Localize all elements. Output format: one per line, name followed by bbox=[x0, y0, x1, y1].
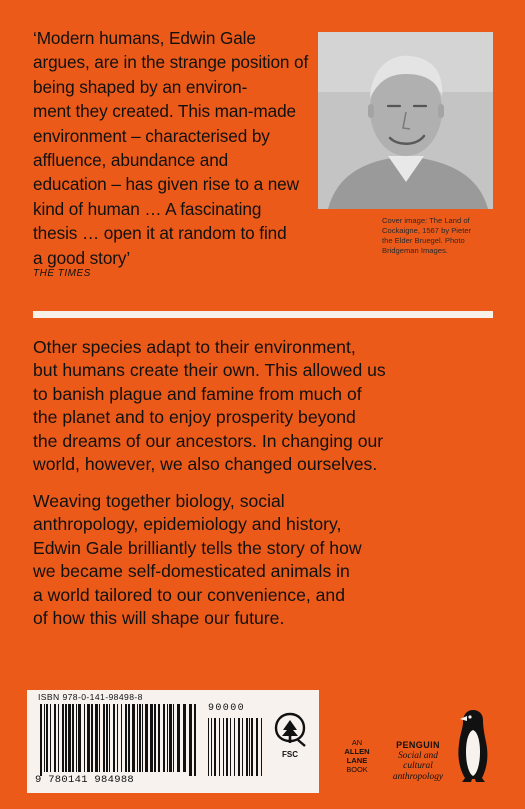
barcode-addon-bar bbox=[226, 718, 228, 776]
barcode-addon-bar bbox=[238, 718, 240, 776]
barcode-bar bbox=[132, 704, 135, 772]
barcode-bar bbox=[72, 704, 74, 772]
barcode-bar bbox=[106, 704, 108, 772]
barcode-bar bbox=[128, 704, 130, 772]
series-line-2: anthropology bbox=[392, 771, 444, 782]
barcode-addon-bar bbox=[251, 718, 253, 776]
barcode-addon-bar bbox=[214, 718, 216, 776]
barcode-addon-bar bbox=[242, 718, 243, 776]
barcode-bar bbox=[158, 704, 160, 772]
blurb-line: Other species adapt to their environment, bbox=[33, 337, 356, 357]
caption-line: the Elder Bruegel. Photo bbox=[382, 236, 465, 245]
quote-line: argues, are in the strange position of bbox=[33, 52, 309, 73]
barcode-bar bbox=[117, 704, 118, 772]
barcode-bar bbox=[121, 704, 122, 772]
blurb-paragraph-2 bbox=[33, 490, 498, 630]
imprint-book: BOOK bbox=[346, 765, 368, 774]
imprint-allen: ALLEN bbox=[344, 747, 370, 756]
barcode-bar bbox=[113, 704, 115, 772]
fsc-label: FSC bbox=[282, 750, 298, 759]
barcode-bar bbox=[163, 704, 165, 772]
quote-line: ment they created. This man-made bbox=[33, 101, 297, 122]
blurb-line: Weaving together biology, social bbox=[33, 491, 285, 511]
blurb-line: world, however, we also changed ourselves. bbox=[33, 454, 378, 475]
barcode-bar bbox=[150, 704, 153, 772]
barcode-bar bbox=[95, 704, 98, 772]
barcode-bar bbox=[177, 704, 180, 772]
barcode-bar bbox=[68, 704, 71, 772]
barcode-bar bbox=[173, 704, 174, 772]
quote-line: a good story’ bbox=[33, 247, 131, 268]
barcode-addon-bar bbox=[211, 718, 212, 776]
blurb-line: a world tailored to our convenience, and bbox=[33, 584, 345, 605]
isbn-label: ISBN 978-0-141-98498-8 bbox=[38, 692, 143, 702]
barcode-bar bbox=[62, 704, 64, 772]
blurb-line: the dreams of our ancestors. In changing our bbox=[33, 430, 384, 451]
barcode-bar bbox=[44, 704, 45, 772]
caption-line: Cockaigne, 1567 by Pieter bbox=[382, 226, 472, 235]
quote-line: kind of human … A fascinating bbox=[33, 198, 262, 219]
caption-line: Cover image: The Land of bbox=[382, 216, 470, 225]
barcode-bar bbox=[78, 704, 81, 772]
penguin-logo-icon bbox=[456, 708, 490, 784]
blurb-line: we became self-domesticated animals in bbox=[33, 561, 350, 582]
quote-line: education – has given rise to a new bbox=[33, 174, 299, 195]
barcode-bar bbox=[91, 704, 93, 772]
imprint-lane: LANE bbox=[346, 756, 368, 765]
blurb-line: to banish plague and famine from much of bbox=[33, 383, 362, 404]
imprint-an: AN bbox=[351, 738, 363, 747]
barcode-addon-bar bbox=[223, 718, 224, 776]
barcode-bar bbox=[99, 704, 100, 772]
cover-image-caption bbox=[382, 216, 497, 256]
barcode-bar bbox=[65, 704, 67, 772]
barcode-bar bbox=[167, 704, 168, 772]
allen-lane-imprint bbox=[338, 738, 376, 774]
quote-line: environment – characterised by bbox=[33, 125, 270, 146]
blurb-line: anthropology, epidemiology and history, bbox=[33, 514, 342, 535]
barcode-bar bbox=[103, 704, 105, 772]
barcode-bar bbox=[154, 704, 156, 772]
series-line-1: Social and cultural bbox=[398, 750, 438, 771]
blurb-line: the planet and to enjoy prosperity beyond bbox=[33, 407, 356, 428]
barcode-bar bbox=[50, 704, 51, 772]
blurb-line: Edwin Gale brilliantly tells the story of how bbox=[33, 537, 362, 558]
barcode-bar bbox=[139, 704, 141, 772]
barcode-bar bbox=[54, 704, 56, 772]
blurb-line: but humans create their own. This allowed us bbox=[33, 360, 386, 381]
barcode-addon-bar bbox=[234, 718, 235, 776]
barcode-bar bbox=[169, 704, 172, 772]
barcode-addon-bar bbox=[246, 718, 248, 776]
blurb-paragraph-1 bbox=[33, 336, 498, 476]
barcode-bar bbox=[183, 704, 186, 772]
caption-line: Bridgeman Images. bbox=[382, 246, 448, 255]
barcode-bar bbox=[46, 704, 48, 772]
barcode-bar bbox=[189, 704, 192, 776]
barcode-bar bbox=[87, 704, 90, 772]
review-quote bbox=[33, 26, 318, 270]
author-portrait bbox=[318, 32, 493, 209]
quote-line: ‘Modern humans, Edwin Gale bbox=[33, 28, 256, 48]
quote-line: affluence, abundance and bbox=[33, 150, 229, 171]
barcode-addon-bar bbox=[249, 718, 250, 776]
barcode-addon-bar bbox=[219, 718, 220, 776]
barcode-panel bbox=[27, 690, 319, 793]
barcode-bar bbox=[58, 704, 59, 772]
barcode-addon-bar bbox=[208, 718, 209, 776]
barcode-bar bbox=[142, 704, 143, 772]
barcode-addon-bar bbox=[256, 718, 258, 776]
barcode-bar bbox=[109, 704, 110, 772]
quote-line: being shaped by an environ- bbox=[33, 76, 248, 97]
barcode-addon-bar bbox=[230, 718, 231, 776]
barcode-bar bbox=[145, 704, 148, 772]
quote-source: THE TIMES bbox=[33, 268, 91, 279]
divider-rule bbox=[33, 311, 493, 318]
barcode-addon-number: 90000 bbox=[208, 703, 246, 714]
barcode-number: 9 780141 984988 bbox=[35, 774, 135, 786]
blurb-line: of how this will shape our future. bbox=[33, 608, 285, 629]
barcode-addon-bar bbox=[261, 718, 262, 776]
barcode-bar bbox=[125, 704, 127, 772]
barcode-bars bbox=[38, 704, 266, 776]
fsc-logo bbox=[272, 710, 308, 766]
series-label bbox=[384, 740, 452, 782]
quote-line: thesis … open it at random to find bbox=[33, 223, 287, 244]
barcode-bar bbox=[194, 704, 196, 776]
barcode-bar bbox=[76, 704, 77, 772]
barcode-bar bbox=[84, 704, 85, 772]
barcode-bar bbox=[40, 704, 42, 776]
series-brand: PENGUIN bbox=[396, 740, 440, 750]
fsc-tree-icon bbox=[272, 710, 308, 750]
barcode-bar bbox=[137, 704, 138, 772]
